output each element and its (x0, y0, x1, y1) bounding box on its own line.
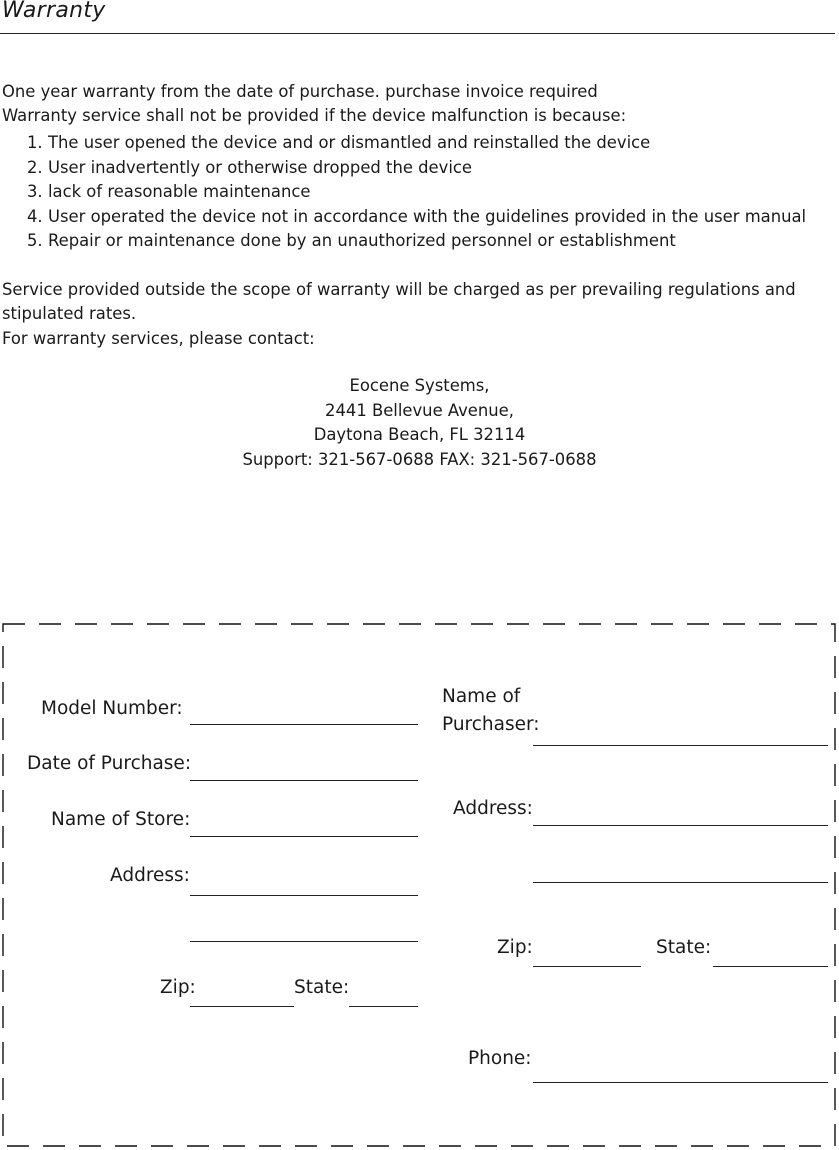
list-item: 4. User operated the device not in accordance with the guidelines provided in the user manual (27, 206, 807, 226)
street-address: 2441 Bellevue Avenue, (325, 400, 514, 420)
purchaser-zip-label: Zip: (497, 937, 533, 958)
name-of-label: Name of (442, 686, 521, 707)
store-zip-field[interactable] (190, 1006, 294, 1007)
store-zip-label: Zip: (160, 977, 196, 998)
store-address-field-1[interactable] (190, 895, 418, 896)
date-of-purchase-label: Date of Purchase: (27, 753, 192, 774)
name-of-store-label: Name of Store: (51, 809, 191, 830)
list-item: 5. Repair or maintenance done by an unauthorized personnel or establishment (27, 231, 676, 250)
phone-label: Phone: (468, 1048, 532, 1069)
outside-scope-line-1: Service provided outside the scope of warranty will be charged as per prevailing regulations and (2, 280, 796, 299)
purchaser-name-field[interactable] (533, 745, 828, 746)
intro-line-1: One year warranty from the date of purchase. purchase invoice required (2, 82, 598, 101)
purchaser-address-field-2[interactable] (533, 882, 828, 883)
company-name: Eocene Systems, (349, 376, 490, 395)
purchaser-state-label: State: (656, 937, 712, 958)
purchaser-zip-field[interactable] (533, 966, 641, 967)
contact-intro: For warranty services, please contact: (2, 329, 315, 348)
city-state-zip: Daytona Beach, FL 32114 (313, 425, 526, 444)
phone-fax: Support: 321-567-0688 FAX: 321-567-0688 (242, 449, 597, 469)
outside-scope-line-2: stipulated rates. (2, 304, 137, 323)
purchaser-address-label: Address: (453, 798, 533, 819)
store-address-label: Address: (110, 865, 190, 886)
store-address-field-2[interactable] (190, 941, 418, 942)
purchaser-address-field-1[interactable] (533, 825, 828, 826)
phone-field[interactable] (533, 1082, 828, 1083)
model-number-field[interactable] (190, 724, 418, 725)
purchaser-label: Purchaser: (442, 714, 540, 735)
store-state-field[interactable] (349, 1006, 418, 1007)
purchaser-state-field[interactable] (713, 966, 828, 967)
intro-line-2: Warranty service shall not be provided if the device malfunction is because: (2, 106, 627, 125)
list-item: 2. User inadvertently or otherwise dropped the device (27, 157, 472, 177)
page-title: Warranty (2, 0, 106, 23)
date-of-purchase-field[interactable] (190, 780, 418, 781)
store-state-label: State: (294, 977, 350, 998)
list-item: 3. lack of reasonable maintenance (27, 182, 311, 201)
model-number-label: Model Number: (41, 698, 183, 719)
name-of-store-field[interactable] (190, 836, 418, 837)
list-item: 1. The user opened the device and or dismantled and reinstalled the device (27, 133, 651, 152)
